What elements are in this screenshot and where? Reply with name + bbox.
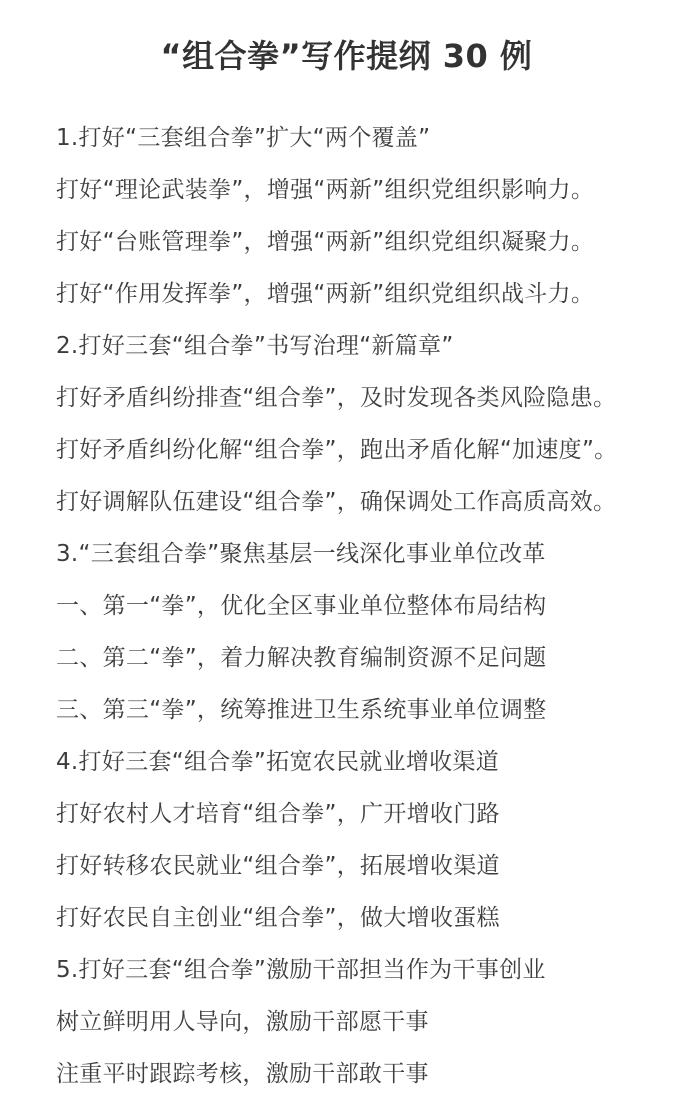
outline-line: 5.打好三套“组合拳”激励干部担当作为干事创业 xyxy=(56,957,546,983)
outline-line: 打好矛盾纠纷化解“组合拳”，跑出矛盾化解“加速度”。 xyxy=(56,437,618,463)
outline-line: 打好“台账管理拳”，增强“两新”组织党组织凝聚力。 xyxy=(56,229,595,255)
outline-line: 二、第二“拳”，着力解决教育编制资源不足问题 xyxy=(56,645,547,671)
outline-line: 打好“理论武装拳”，增强“两新”组织党组织影响力。 xyxy=(56,177,595,203)
outline-line: 打好农村人才培育“组合拳”，广开增收门路 xyxy=(56,801,500,827)
outline-line: 打好“作用发挥拳”，增强“两新”组织党组织战斗力。 xyxy=(56,281,595,307)
outline-line: 2.打好三套“组合拳”书写治理“新篇章” xyxy=(56,333,454,359)
outline-line: 一、第一“拳”，优化全区事业单位整体布局结构 xyxy=(56,593,547,619)
outline-line: 打好转移农民就业“组合拳”，拓展增收渠道 xyxy=(56,853,500,879)
outline-line: 三、第三“拳”，统筹推进卫生系统事业单位调整 xyxy=(56,697,547,723)
page-title: “组合拳”写作提纲 30 例 xyxy=(160,37,533,75)
outline-line: 注重平时跟踪考核，激励干部敢干事 xyxy=(56,1061,429,1087)
outline-line: 4.打好三套“组合拳”拓宽农民就业增收渠道 xyxy=(56,749,500,775)
outline-line: 打好农民自主创业“组合拳”，做大增收蛋糕 xyxy=(56,905,500,931)
outline-line: 树立鲜明用人导向，激励干部愿干事 xyxy=(56,1009,429,1035)
outline-line: 1.打好“三套组合拳”扩大“两个覆盖” xyxy=(56,125,431,151)
outline-list xyxy=(56,112,686,1100)
outline-line: 打好调解队伍建设“组合拳”，确保调处工作高质高效。 xyxy=(56,489,617,515)
outline-line: 3.“三套组合拳”聚焦基层一线深化事业单位改革 xyxy=(56,541,546,567)
outline-line: 打好矛盾纠纷排查“组合拳”，及时发现各类风险隐患。 xyxy=(56,385,617,411)
